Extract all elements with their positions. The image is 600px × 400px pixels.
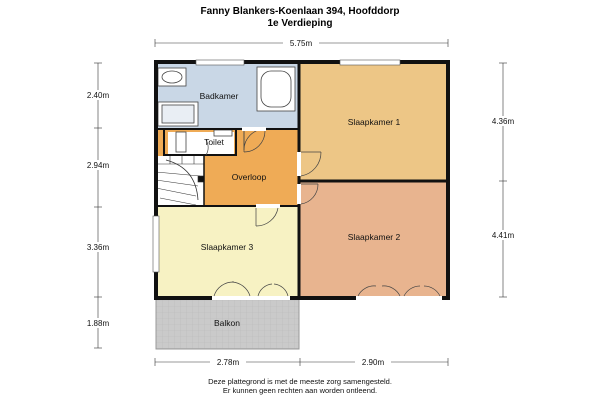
dim-right-slaapkamer1: 4.36m <box>491 117 515 126</box>
dim-left-badkamer: 2.40m <box>86 91 110 100</box>
dim-top-width: 5.75m <box>289 39 313 48</box>
dim-right-slaapkamer2: 4.41m <box>491 231 515 240</box>
label-slaapkamer1: Slaapkamer 1 <box>347 117 401 127</box>
label-slaapkamer3: Slaapkamer 3 <box>200 242 254 252</box>
toilet-bowl <box>176 132 186 152</box>
address-title: Fanny Blankers-Koenlaan 394, Hoofddorp <box>200 6 400 17</box>
stairs-area <box>156 156 204 205</box>
washbasin <box>214 130 232 136</box>
label-overloop: Overloop <box>231 172 267 182</box>
label-slaapkamer2: Slaapkamer 2 <box>347 232 401 242</box>
dim-bottom-left: 2.78m <box>216 358 240 367</box>
disclaimer-line-2: Er kunnen geen rechten aan worden ontleend. <box>222 386 378 395</box>
dim-left-balkon: 1.88m <box>86 319 110 328</box>
floor-title: 1e Verdieping <box>267 18 333 29</box>
label-toilet: Toilet <box>204 137 224 147</box>
dim-bottom-right: 2.90m <box>361 358 385 367</box>
dim-left-slaapkamer3: 3.36m <box>86 243 110 252</box>
dim-left-overloop: 2.94m <box>86 161 110 170</box>
label-badkamer: Badkamer <box>199 91 239 101</box>
label-balkon: Balkon <box>214 318 240 328</box>
disclaimer-line-1: Deze plattegrond is met de meeste zorg samengesteld. <box>208 377 392 386</box>
